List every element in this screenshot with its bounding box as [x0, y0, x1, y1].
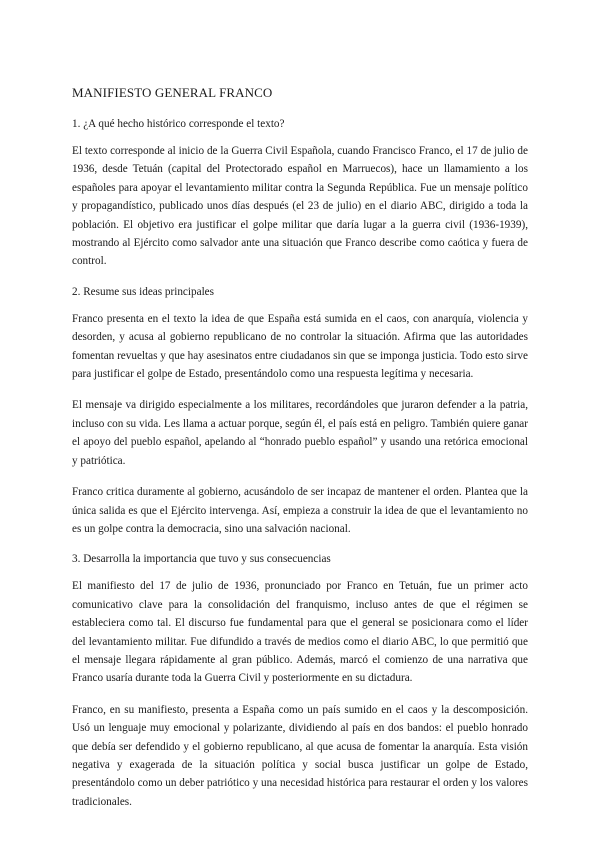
document-title: MANIFIESTO GENERAL FRANCO: [72, 85, 273, 100]
paragraph: Franco presenta en el texto la idea de que España está sumida en el caos, con anarquía, violencia y desorden, y acusa al gobierno republicano de no controlar la situación. Afirma que las autoridades fomentan revueltas y que hay asesinatos entre ciudadanos sin que se imponga justicia. Todo esto sirve para justificar el golpe de Estado, presentándolo como una respuesta legítima y necesaria.: [72, 312, 528, 381]
section-3: [72, 551, 528, 811]
section-2: [72, 284, 528, 538]
section-heading: 2. Resume sus ideas principales: [72, 285, 214, 298]
paragraph: Franco critica duramente al gobierno, acusándolo de ser incapaz de mantener el orden. Plantea que la única salida es que el Ejército intervenga. Así, empieza a construir la idea de que el levantamiento no es un golpe contra la democracia, sino una salvación nacional.: [72, 486, 528, 535]
document-page: [72, 84, 528, 824]
paragraph: El texto corresponde al inicio de la Guerra Civil Española, cuando Francisco Franco, el 17 de julio de 1936, desde Tetuán (capital del Protectorado español en Marruecos), hace un llamamiento a los españoles para apoyar el levantamiento militar contra la Segunda República. Fue un mensaje político y propagandístico, publicado unos días después (el 23 de julio) en el diario ABC, dirigido a toda la población. El objetivo era justificar el golpe militar que daría lugar a la guerra civil (1936-1939), mostrando al Ejército como salvador ante una situación que Franco describe como caótica y fuera de control.: [72, 145, 528, 268]
section-heading: 3. Desarrolla la importancia que tuvo y sus consecuencias: [72, 553, 331, 566]
paragraph: Franco, en su manifiesto, presenta a España como un país sumido en el caos y la descomposición. Usó un lenguaje muy emocional y polarizante, dividiendo al país en dos bandos: el pueblo honrado que debía ser defendido y el gobierno republicano, al que acusa de fomentar la anarquía. Esta visión negativa y exagerada de la situación política y social busca justificar un golpe de Estado, presentándolo como un deber patriótico y una necesidad histórica para restaurar el orden y los valores tradicionales.: [72, 703, 528, 808]
paragraph: El manifiesto del 17 de julio de 1936, pronunciado por Franco en Tetuán, fue un primer acto comunicativo clave para la consolidación del franquismo, incluso antes de que el régimen se estableciera como tal. El discurso fue fundamental para que el general se posicionara como el líder del levantamiento militar. Fue difundido a través de medios como el diario ABC, lo que permitió que el mensaje llegara rápidamente al gran público. Además, marcó el comienzo de una narrativa que Franco usaría durante toda la Guerra Civil y posteriormente en su dictadura.: [72, 580, 528, 685]
section-1: [72, 116, 528, 271]
paragraph: El mensaje va dirigido especialmente a los militares, recordándoles que juraron defender a la patria, incluso con su vida. Les llama a actuar porque, según él, el país está en peligro. También quiere ganar el apoyo del pueblo español, apelando al “honrado pueblo español” y usando una retórica emocional y patriótica.: [72, 399, 528, 467]
section-heading: 1. ¿A qué hecho histórico corresponde el texto?: [72, 118, 285, 130]
